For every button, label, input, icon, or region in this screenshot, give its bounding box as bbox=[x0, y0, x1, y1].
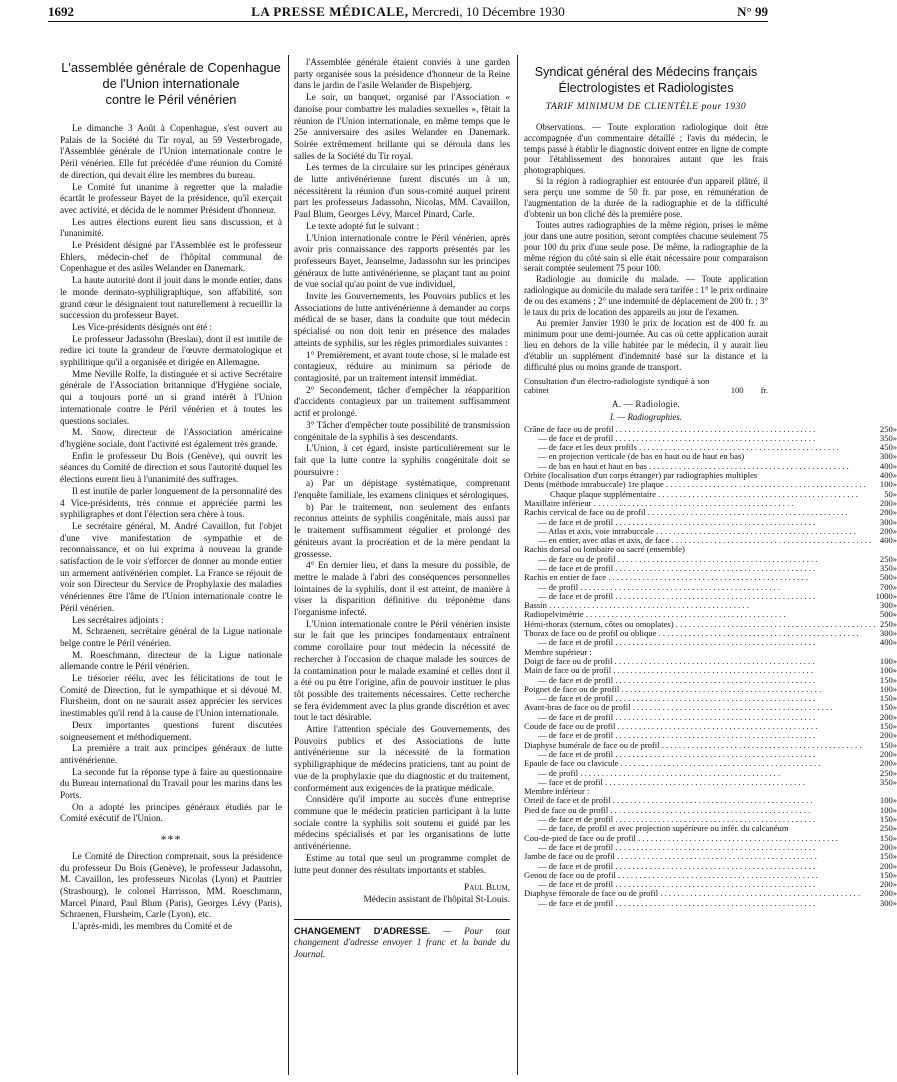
rate-label: Radiopelvimétrie . . . bbox=[524, 610, 876, 619]
rate-unit: » bbox=[892, 609, 897, 620]
rate-unit: » bbox=[892, 897, 897, 908]
rate-value: 500 bbox=[879, 609, 893, 620]
section-separator-stars: *** bbox=[160, 832, 182, 847]
paragraph: l'Assemblée générale étaient conviés à une garden party organisée sous la présidence d'honneur de la Reine dans le jardin de l'asile Welander de Bispebjerg. bbox=[294, 58, 510, 92]
rate-value: 150 bbox=[879, 693, 893, 704]
rate-label: Rachis dorsal ou lombaire ou sacré (ensemble) bbox=[524, 544, 685, 555]
paragraph: 3° Tâcher d'empêcher toute possibilité de transmission congénitale de la syphilis à ses descendants. bbox=[294, 420, 510, 443]
rate-value: 300 bbox=[879, 897, 893, 908]
rate-label: Chaque plaque supplémentaire . . . bbox=[550, 490, 876, 499]
rate-value: 150 bbox=[879, 739, 893, 750]
rates-table bbox=[524, 425, 897, 908]
rate-label: Rachis cervical de face ou de profil . . . bbox=[524, 508, 876, 517]
observations-text bbox=[524, 122, 768, 373]
running-title bbox=[48, 4, 768, 20]
paragraph: b) Par le traitement, non seulement des enfants reconnus atteints de syphilis congénitale, mais aussi par le traitement suffisamment régulier et prolongé des géniteurs avant la procréation et de la mère pendant la grossesse. bbox=[294, 502, 510, 560]
rate-unit: » bbox=[892, 795, 897, 806]
paragraph: 2° Secondement, tâcher d'empêcher la réapparition d'accidents contagieux par un traitement suffisamment actif et prolongé. bbox=[294, 385, 510, 420]
rate-unit: » bbox=[892, 581, 897, 592]
signature bbox=[294, 883, 510, 906]
rate-value: 150 bbox=[879, 674, 893, 685]
rate-unit: » bbox=[892, 804, 897, 815]
rate-unit: » bbox=[892, 590, 897, 601]
rate-unit: » bbox=[892, 869, 897, 880]
paragraph: La haute autorité dont il jouit dans le monde entier, dans le monde dermato-syphiligraphique, son affabilité, son grand cœur le désignaient tout naturellement à recueillir la succession du professeur Bayet. bbox=[60, 276, 282, 322]
rate-value: 450 bbox=[879, 442, 893, 453]
rate-label: — de face ou de profil . . . bbox=[538, 555, 876, 564]
rate-value: 100 bbox=[879, 655, 893, 666]
issue-date: Mercredi, 10 Décembre 1930 bbox=[411, 4, 565, 19]
rate-unit: » bbox=[892, 618, 897, 629]
paragraph: Le Comité de Direction comprenait, sous la présidence du professeur Du Bois (Genève), le professeur Jadassohn, M. Cavaillon, les professeurs Nicolas (Lyon) et Pautrier (Strasbourg), le colonel Harrisson, MM. Roeschmann, Marcel Pinard, Paul Blum (Paris), Georges Lévy (Paris), Schraenen, Flursheim, Carle (Lyon), etc. bbox=[60, 851, 282, 921]
article-title-syndicat bbox=[524, 64, 768, 96]
rate-label: Poignet de face ou de profil . . . bbox=[524, 685, 876, 694]
rate-unit: » bbox=[892, 470, 897, 481]
article-body-2 bbox=[294, 58, 510, 877]
rate-value: 150 bbox=[879, 832, 893, 843]
rate-label: Crâne de face ou de profil . . . bbox=[524, 425, 876, 434]
rate-value: 100 bbox=[879, 683, 893, 694]
rate-unit: » bbox=[892, 442, 897, 453]
rate-value: 150 bbox=[879, 702, 893, 713]
rate-unit: » bbox=[892, 860, 897, 871]
paragraph: La première a trait aux principes généraux de lutte antivénérienne. bbox=[60, 744, 282, 766]
rate-value: 300 bbox=[879, 628, 893, 639]
title3-line-1: Syndicat général des Médecins français bbox=[534, 65, 758, 79]
page-header bbox=[48, 4, 768, 26]
column-2 bbox=[294, 58, 510, 962]
rate-value: 400 bbox=[879, 470, 893, 481]
rate-label: Membre supérieur : bbox=[524, 646, 592, 657]
paragraph: L'Union internationale contre le Péril vénérien insiste sur le fait que les principes fondamentaux entraînent comme corollaire pour tout médecin la nécessité de rechercher à l'occasion de chaque malade les sources de la contamination pour le malade examiné et celles dont il a été ou pu être l'origine, afin de pouvoir instituer le plus tôt possible des traitements nécessaires. Cette recherche se fera évidemment avec la plus grande discrétion et avec tout le tact désirable. bbox=[294, 619, 510, 724]
rate-unit: » bbox=[892, 423, 897, 434]
rate-label: Genou de face ou de profil . . . bbox=[524, 871, 876, 880]
paragraph: a) Par un dépistage systématique, comprenant l'enquête familiale, les examens cliniques et sérologiques. bbox=[294, 479, 510, 502]
rate-unit: » bbox=[892, 814, 897, 825]
rate-unit: » bbox=[892, 432, 897, 443]
consult-table bbox=[524, 377, 768, 396]
rate-unit: » bbox=[892, 767, 897, 778]
rate-value: 50 bbox=[884, 488, 893, 499]
title-line-2: de l'Union internationale bbox=[102, 76, 240, 91]
paragraph: Le Comité fut unanime à regretter que la maladie écartât le professeur Bayet de la présidence, qu'il exerçait avec activité, et décida de le nommer Président d'honneur. bbox=[60, 182, 282, 216]
rate-label: Rachis en entier de face . . . bbox=[524, 573, 876, 582]
rate-label: — de face et de profil . . . bbox=[538, 564, 876, 573]
rate-value: 200 bbox=[879, 841, 893, 852]
rate-unit: » bbox=[892, 758, 897, 769]
rate-value: 400 bbox=[879, 535, 893, 546]
rate-label: — en projection verticale (de bas en haut ou de haut en bas) bbox=[538, 451, 745, 462]
consult-value: 100 bbox=[730, 384, 744, 395]
rate-label: — de profil . . . bbox=[538, 769, 876, 778]
rate-label: Diaphyse fémorale de face ou de profil . . . bbox=[524, 889, 876, 898]
rate-label: Doigt de face ou de profil . . . bbox=[524, 657, 876, 666]
paragraph: Le secrétaire général, M. André Cavaillon, fut l'objet d'une vive manifestation de sympathie et de reconnaissance, et on lui exprima à nouveau la grande satisfaction de le voir s'efforcer de donner au monde entier un armement antivénérien complet. La France se réjouit de voir son Directeur du Service de Prophylaxie des maladies vénériennes être l'âme de l'Union internationale contre le Péril vénérien. bbox=[60, 521, 282, 614]
rate-label: — de face et de profil . . . bbox=[538, 676, 876, 685]
paragraph: 1° Premièrement, et avant toute chose, si le malade est contagieux, réduire au minimum sa période de contagiosité, par un traitement intensif immédiat. bbox=[294, 350, 510, 384]
rate-label: Dents (méthode intrabuccale) 1re plaque . . . bbox=[524, 480, 876, 489]
paragraph: L'Union internationale contre le Péril vénérien, après avoir pris connaissance des rapports présentés par les professeurs Bayet, Jeanselme, Jadassohn sur les principes généraux de lutte antivénérienne, se plaçant tant au point de vue social qu'au point de vue individuel, bbox=[294, 233, 510, 291]
paragraph: Mme Neville Rolfe, la distinguée et si active Secrétaire générale de l'Association britannique d'Hygiène sociale, qui a toujours porté un si grand intérêt à l'Union internationale contre le Péril vénérien et à toutes les questions sociales. bbox=[60, 369, 282, 427]
column-divider-2 bbox=[517, 55, 518, 1075]
rate-label: Jambe de face ou de profil . . . bbox=[524, 852, 876, 861]
rate-value: 200 bbox=[879, 711, 893, 722]
consult-row bbox=[524, 377, 768, 396]
paragraph: Le professeur Jadassohn (Breslau), dont il est inutile de redire ici toute la grandeur de l'œuvre dermatologique et syphilitique qu'il a organisée et dirigée en Allemagne. bbox=[60, 334, 282, 369]
rate-value: 700 bbox=[879, 581, 893, 592]
rate-label: — de bas en haut et haut en bas . . . bbox=[538, 462, 876, 471]
signature-name: Paul Blum, bbox=[464, 883, 510, 894]
rate-label: Pied de face ou de profil . . . bbox=[524, 806, 876, 815]
paragraph: Il est inutile de parler longuement de la personnalité des 4 Vice-présidents, très connue et appréciée parmi les syphiligraphes et dont l'élection sera chère à tous. bbox=[60, 486, 282, 521]
rate-value: 350 bbox=[879, 432, 893, 443]
rate-value: 100 bbox=[879, 795, 893, 806]
rate-unit: » bbox=[892, 776, 897, 787]
rate-value: 200 bbox=[879, 758, 893, 769]
rate-value: 150 bbox=[879, 814, 893, 825]
paragraph: Radiologie au domicile du malade. — Toute application radiologique au domicile du malade sera tarifée : 1° le prix ordinaire de ou des examens ; 2° une indemnité de déplacement de 200 fr. ; 3° le taux du prix de location des appareils au jour de l'examen. bbox=[524, 274, 768, 318]
rate-label: — de face et de profil . . . bbox=[538, 713, 876, 722]
rate-unit: » bbox=[892, 637, 897, 648]
rate-label: Avant-bras de face ou de profil . . . bbox=[524, 703, 876, 712]
rate-unit: » bbox=[892, 507, 897, 518]
paragraph: Invite les Gouvernements, les Pouvoirs publics et les Associations de lutte antivénérienne à demander au corps médical de se baser, dans la conduite que tout médecin spécialisé ou non doit tenir en présence des malades atteints de syphilis, sur les règles primordiales suivantes : bbox=[294, 292, 510, 349]
tarif-subtitle: TARIF MINIMUM DE CLIENTÈLE pour 1930 bbox=[545, 102, 747, 112]
column-1 bbox=[60, 60, 282, 934]
rate-unit: » bbox=[892, 730, 897, 741]
paragraph: L'après-midi, les membres du Comité et de bbox=[72, 922, 232, 933]
rate-unit: » bbox=[892, 683, 897, 694]
rate-label: Epaule de face ou clavicule . . . bbox=[524, 759, 876, 768]
title-line-1: L'assemblée générale de Copenhague bbox=[61, 60, 281, 75]
rate-unit: » bbox=[892, 563, 897, 573]
rate-label: — de face et de profil . . . bbox=[538, 862, 876, 871]
rate-value: 250 bbox=[879, 618, 893, 629]
rate-unit: » bbox=[892, 479, 897, 490]
rate-unit: » bbox=[892, 711, 897, 722]
rate-label: — de face et de profil . . . bbox=[538, 880, 876, 889]
rate-unit: » bbox=[892, 888, 897, 899]
rate-label: — de face et de profil . . . bbox=[538, 731, 876, 740]
rate-unit: » bbox=[892, 460, 897, 471]
rate-label: Thorax de face ou de profil ou oblique . . . bbox=[524, 629, 876, 638]
rate-unit: » bbox=[892, 674, 897, 685]
address-change-notice bbox=[294, 919, 510, 962]
rate-unit: » bbox=[892, 451, 897, 462]
rate-unit: » bbox=[892, 748, 897, 759]
rate-label: Bassin . . . bbox=[524, 601, 876, 610]
rate-value: 200 bbox=[879, 525, 893, 536]
rate-unit: » bbox=[892, 497, 897, 508]
notice-text: — Pour tout changement d'adresse envoyer 1 franc et la bande du Journal. bbox=[294, 926, 510, 961]
rate-label: — en entier, avec atlas et axis, de face . . . bbox=[538, 536, 876, 545]
rate-label: Diaphyse humérale de face ou de profil . . . bbox=[524, 741, 876, 750]
rate-label: Coude de face ou de profil . . . bbox=[524, 722, 876, 731]
rate-label: Orbite (localisation d'un corps étranger) par radiographies multiples bbox=[524, 470, 758, 481]
header-rule bbox=[48, 21, 768, 22]
rate-value: 250 bbox=[879, 553, 893, 564]
paragraph: Les termes de la circulaire sur les principes généraux de lutte antivénérienne furent discutés un à un, nécessitèrent la réunion d'un sous-comité auquel prirent part les professeurs Jadassohn, Nicolas, MM. Cavaillon, Paul Blum, Georges Lévy, Marcel Pinard, Carle. bbox=[294, 163, 510, 221]
rate-value: 200 bbox=[879, 860, 893, 871]
paragraph: M. Roeschmann, directeur de la Ligue nationale allemande contre le Péril vénérien. bbox=[60, 650, 282, 673]
rate-label: — de face et de profil . . . bbox=[538, 815, 876, 824]
rate-unit: » bbox=[892, 553, 897, 564]
rate-value: 100 bbox=[879, 479, 893, 490]
rate-label: — de profil . . . bbox=[538, 583, 876, 592]
rate-value: 1000 bbox=[875, 590, 893, 601]
rate-value: 200 bbox=[879, 507, 893, 518]
article-body-1 bbox=[60, 124, 282, 826]
paragraph: On a adopté les principes généraux étudiés par le Comité exécutif de l'Union. bbox=[60, 802, 282, 825]
rate-unit: » bbox=[892, 535, 897, 546]
rate-label: Maxillaire inférieur . . . bbox=[524, 499, 876, 508]
notice-title: CHANGEMENT D'ADRESSE. bbox=[294, 925, 431, 936]
paragraph: L'Union, à cet égard, insiste particulièrement sur le fait que la lutte contre la syphilis congénitale doit se poursuivre : bbox=[294, 444, 510, 478]
rate-value: 250 bbox=[879, 423, 893, 434]
paragraph: Toutes autres radiographies de la même région, prises le même jour dans une autre position, seront comptées chacune seulement 75 pour 100 du prix d'une seule pose. De même, la radiographie de la même région du côté sain si elle était nécessaire pour comparaison serait comptée seulement 75 pour 100. bbox=[524, 219, 768, 274]
journal-name: LA PRESSE MÉDICALE, bbox=[251, 4, 409, 19]
rate-label: — de face et de profil . . . bbox=[538, 843, 876, 852]
rate-value: 200 bbox=[879, 497, 893, 508]
rate-value: 150 bbox=[879, 721, 893, 732]
paragraph: Le trésorier réélu, avec les félicitations de tout le Comité de Direction, fut le sympathique et si dévoué M. Flursheim, dont on ne saurait assez apprécier les services inestimables qu'il rend à la cause de l'Union internationale. bbox=[60, 674, 282, 720]
rate-value: 150 bbox=[879, 869, 893, 880]
rate-label: Main de face ou de profil . . . bbox=[524, 666, 876, 675]
rate-label: — de face et de profil . . . bbox=[538, 899, 876, 908]
rate-unit: » bbox=[892, 600, 897, 611]
paragraph: 4° En dernier lieu, et dans la mesure du possible, de mettre le malade à l'abri des conséquences personnelles lointaines de la syphilis, dont il est atteint, de manière à viser la disparition définitive du tréponème dans l'organisme infecté. bbox=[294, 561, 510, 619]
paragraph: Les secrétaires adjoints : bbox=[72, 615, 164, 626]
paragraph: Enfin le professeur Du Bois (Genève), qui ouvrit les séances du Comité de direction et sous l'autorité duquel les élections eurent lieu à l'unanimité des suffrages. bbox=[60, 451, 282, 486]
paragraph: Les Vice-présidents désignés ont été : bbox=[72, 322, 212, 333]
rate-unit: » bbox=[892, 488, 897, 499]
paragraph: Considère qu'il importe au succès d'une entreprise commune que le médecin praticien participant à la lutte sociale contre la syphilis soit soutenu et guidé par les médecins spécialisés et par les organisations de lutte antivénérienne. bbox=[294, 795, 510, 853]
rate-label: — de face et de profil . . . bbox=[538, 434, 876, 443]
rate-row bbox=[524, 899, 897, 908]
paragraph: Si la région à radiographier est entourée d'un appareil plâtré, il sera perçu une somme de 50 fr. par pose, en rémunération de l'augmentation de la durée de la radiographie et de la difficulté d'obtenir un bon cliché dès la première pose. bbox=[524, 176, 768, 219]
rate-label: Membre inférieur : bbox=[524, 786, 590, 797]
rate-label: — de face et de profil . . . bbox=[538, 518, 876, 527]
rate-label: — de face et de profil . . . bbox=[538, 592, 876, 601]
rate-label: — Atlas et axis, voie intrabuccale . . . bbox=[538, 527, 876, 536]
article-body-1b bbox=[60, 852, 282, 934]
rate-value: 100 bbox=[879, 804, 893, 815]
paragraph: Le texte adopté fut le suivant : bbox=[306, 221, 420, 232]
rate-value: 200 bbox=[879, 748, 893, 759]
rate-unit: » bbox=[892, 572, 897, 583]
section-radiologie: A. — Radiologie. bbox=[612, 399, 680, 410]
paragraph: M. Snow, directeur de l'Association américaine d'hygiène sociale, dont l'activité est également très grande. bbox=[60, 428, 282, 450]
rate-value: 250 bbox=[879, 823, 893, 834]
rate-unit: » bbox=[892, 823, 897, 834]
rate-value: 150 bbox=[879, 851, 893, 862]
signature-title: Médecin assistant de l'hôpital St-Louis. bbox=[363, 894, 510, 905]
article-title-copenhague bbox=[60, 60, 282, 108]
column-divider-1 bbox=[288, 55, 289, 1075]
rate-unit: » bbox=[892, 739, 897, 750]
rate-value: 500 bbox=[879, 572, 893, 583]
rate-value: 300 bbox=[879, 516, 893, 527]
consult-label: Consultation d'un électro-radiologiste syndiqué à son cabinet bbox=[524, 375, 710, 395]
rate-label: Cou-de-pied de face ou de profil . . . bbox=[524, 834, 876, 843]
title3-line-2: Électrologistes et Radiologistes bbox=[558, 81, 734, 95]
rate-unit: » bbox=[892, 841, 897, 852]
rate-label: Orteil de face et de profil . . . bbox=[524, 796, 876, 805]
paragraph: Le soir, un banquet, organisé par l'Association « danoise pour combattre les maladies sexuelles », fêtait la réunion de l'Union internationale, en même temps que le 25e anniversaire des asiles Welander en Danemark. Soirée extrêmement brillante qui se déroula dans les salles de la Société du Tir royal. bbox=[294, 93, 510, 162]
paragraph: Le dimanche 3 Août à Copenhague, s'est ouvert au Palais de la Société du Tir royal, au 59 Vesterbrogade, l'Assemblée générale de l'Union internationale contre le Péril vénérien. Elle fut précédée d'une réunion du Comité de direction, qui devait élire les membres du bureau. bbox=[60, 124, 282, 181]
paragraph: Observations. — Toute exploration radiologique doit être accompagnée d'un commentaire détaillé ; l'avis du médecin, le temps passé à établir le diagnostic doivent entrer en ligne de compte pour l'établissement des honoraires autant que les frais photographiques. bbox=[524, 121, 768, 176]
rate-value: 350 bbox=[879, 563, 893, 573]
rate-value: 300 bbox=[879, 451, 893, 462]
paragraph: La seconde fut la réponse type à faire au questionnaire du Bureau international du Travail pour les marins dans les Ports. bbox=[60, 767, 282, 802]
rate-value: 200 bbox=[879, 888, 893, 899]
rate-unit: » bbox=[892, 628, 897, 639]
rate-unit: » bbox=[892, 702, 897, 713]
paragraph: Attire l'attention spéciale des Gouvernements, des Pouvoirs publics et des Associations de lutte antivénérienne sur la nécessité de la formation syphiligraphique de médecins praticiens, tant au point de vue de la prophylaxie que du diagnostic et du traitement, conformément aux exigences de la pratique médicale. bbox=[294, 725, 510, 794]
paragraph: Deux importantes questions furent discutées soigneusement et méthodiquement. bbox=[60, 720, 282, 743]
rate-unit: » bbox=[892, 832, 897, 843]
rate-unit: » bbox=[892, 516, 897, 527]
rate-unit: » bbox=[892, 879, 897, 890]
rate-label: — de face et de profil . . . bbox=[538, 638, 876, 647]
consult-unit: fr. bbox=[760, 384, 768, 395]
rate-unit: » bbox=[892, 693, 897, 704]
rate-value: 300 bbox=[879, 600, 893, 611]
rate-unit: » bbox=[892, 525, 897, 536]
rate-label: — de face et de profil . . . bbox=[538, 750, 876, 759]
rate-value: 100 bbox=[879, 665, 893, 676]
title-line-3: contre le Péril vénérien bbox=[105, 92, 237, 107]
rate-value: 400 bbox=[879, 460, 893, 471]
rate-label: — face et de profil . . . bbox=[538, 778, 876, 787]
paragraph: M. Schraenen, secrétaire général de la Ligue nationale belge contre le Péril vénérien. bbox=[60, 627, 282, 649]
paragraph: Le Président désigné par l'Assemblée est le professeur Ehlers, médecin-chef de l'hôpital communal de Copenhague et des asiles Welander en Danemark. bbox=[60, 241, 282, 275]
rate-unit: » bbox=[892, 721, 897, 732]
rate-value: 200 bbox=[879, 730, 893, 741]
rate-value: 350 bbox=[879, 776, 893, 787]
page-number: 1692 bbox=[48, 4, 74, 19]
paragraph: Les autres élections eurent lieu sans discussion, et à l'unanimité. bbox=[60, 217, 282, 240]
rate-unit: » bbox=[892, 851, 897, 862]
column-3 bbox=[524, 64, 897, 908]
rate-value: 200 bbox=[879, 879, 893, 890]
paragraph: Au premier Janvier 1930 le prix de location est de 400 fr. au minimum pour une demi-journée. Au cas où cette application aurait lieu en dehors de la ville habitée par le médecin, il y aurait lieu d'établir un supplément d'indemnité basé sur la distance et la difficulté plus ou moins grande de transport. bbox=[524, 318, 768, 372]
rate-label: Hémi-thorax (sternum, côtes ou omoplates) . . . bbox=[524, 620, 876, 629]
rate-value: 400 bbox=[879, 637, 893, 648]
rate-unit: » bbox=[892, 655, 897, 666]
rate-value: 250 bbox=[879, 767, 893, 778]
rate-unit: » bbox=[892, 665, 897, 676]
issue-number: N° 99 bbox=[737, 4, 768, 19]
rate-label: — de face, de profil et avec projection supérieure ou infér. du calcanéum bbox=[538, 823, 789, 834]
rate-label: — de face et les deux profils . . . bbox=[538, 443, 876, 452]
paragraph: Estime au total que seul un programme complet de lutte peut donner des résultats importants et stables. bbox=[294, 853, 510, 876]
rate-label: — de face et de profil . . . bbox=[538, 694, 876, 703]
section-radiographies: I. — Radiographies. bbox=[610, 411, 682, 422]
